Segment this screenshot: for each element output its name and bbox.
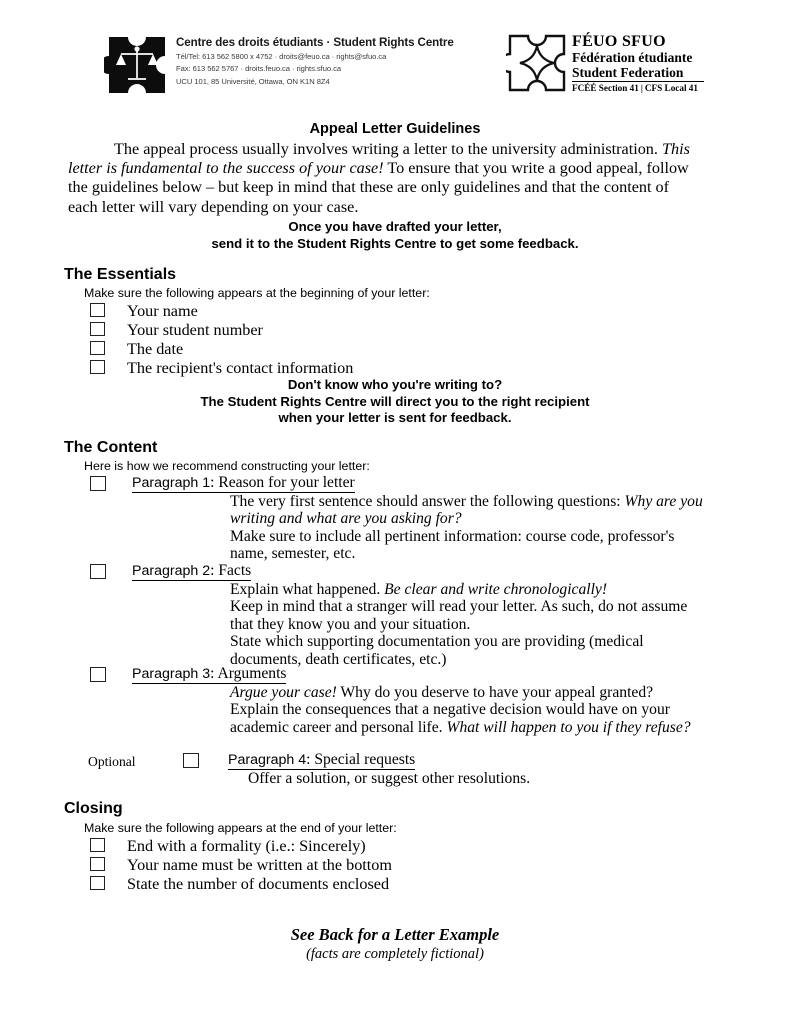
p4-l1-pre: Offer a solution, or suggest other resolutions.	[248, 770, 531, 787]
drafted-note-line-2: send it to the Student Rights Centre to get some feedback.	[211, 235, 579, 251]
p1-l2-pre: Make sure to include all pertinent information: course code, professor's name, semester, etc.	[230, 527, 675, 563]
content-paragraph-3	[90, 665, 700, 736]
footer-line-2: (facts are completely fictional)	[306, 946, 484, 962]
paragraph-2-line-1	[230, 581, 712, 598]
p2-l1-pre: Explain what happened.	[230, 581, 385, 598]
footer-line-1: See Back for a Letter Example	[290, 925, 500, 944]
checkbox-your-name[interactable]	[90, 303, 105, 317]
paragraph-3-line-2	[230, 701, 712, 736]
essentials-note-line-1: Don't know who you're writing to?	[287, 377, 503, 392]
paragraph-1-line-1	[230, 493, 712, 528]
sfuo-wordmark	[572, 33, 704, 94]
paragraph-2-title: : Facts	[210, 562, 252, 579]
p1-l1-pre: The very first sentence should answer the following questions:	[230, 493, 625, 510]
p2-l3-pre: State which supporting documentation you are providing (medical documents, death certificates, etc.)	[230, 633, 644, 668]
section-heading-content: The Content	[64, 439, 158, 456]
essentials-item-label: Your name	[127, 302, 198, 320]
closing-item-row[interactable]	[90, 838, 366, 854]
sfuo-affiliation-sep: |	[640, 83, 643, 93]
intro-italic-1: This letter is fundamental to the success of your case!	[68, 140, 690, 178]
srcb-contact-line-3: UCU 101, 85 Université, Ottawa, ON K1N 8Z4	[176, 76, 330, 86]
paragraph-3-title: : Arguments	[210, 665, 287, 682]
srcb-title: Centre des droits étudiants · Student Rights Centre	[176, 36, 454, 49]
checkbox-student-number[interactable]	[90, 322, 105, 336]
checkbox-paragraph-1[interactable]	[90, 476, 106, 491]
p2-l1-italic: Be clear and write chronologically!	[384, 581, 608, 598]
intro-part-1: The appeal process usually involves writing a letter to the university administration.	[114, 140, 662, 158]
closing-item-label: Your name must be written at the bottom	[127, 856, 392, 874]
paragraph-2-line-2	[230, 598, 712, 633]
p1-l1-italic: Why are you writing and what are you asking for?	[230, 493, 703, 528]
intro-paragraph	[68, 140, 702, 217]
p3-l1-italic: Argue your case!	[230, 684, 337, 701]
p3-l1-post: Why do you deserve to have your appeal granted?	[336, 684, 654, 701]
closing-item-row[interactable]	[90, 876, 389, 892]
srcb-contact-line-1: Tél/Tel: 613 562 5800 x 4752 · droits@feuo.ca · rights@sfuo.ca	[176, 52, 387, 62]
paragraph-2-heading	[132, 562, 251, 581]
checkbox-name-at-bottom[interactable]	[90, 857, 105, 871]
checkbox-paragraph-3[interactable]	[90, 667, 106, 682]
essentials-item-row[interactable]	[90, 303, 198, 319]
section-heading-essentials: The Essentials	[64, 266, 177, 283]
paragraph-4-line-1	[248, 770, 688, 787]
checkbox-end-with-formality[interactable]	[90, 838, 105, 852]
paragraph-4-heading	[228, 751, 415, 770]
essentials-item-row[interactable]	[90, 360, 353, 376]
student-rights-centre-block	[176, 36, 476, 86]
checkbox-recipient-contact-info[interactable]	[90, 360, 105, 374]
essentials-note	[0, 377, 790, 427]
sfuo-star-shield-icon	[506, 32, 568, 94]
paragraph-2-number: Paragraph 2	[132, 563, 211, 579]
sfuo-line-3: Student Federation	[572, 65, 684, 80]
p2-l2-pre: Keep in mind that a stranger will read your letter. As such, do not assume that they know you and your situation.	[230, 598, 688, 633]
paragraph-3-line-1	[230, 684, 712, 701]
srcb-contact-line-2: Fax: 613 562 5767 · droits.feuo.ca · rights.sfuo.ca	[176, 64, 342, 74]
sfuo-affiliation-en: CFS Local 41	[644, 83, 698, 93]
sfuo-line-1: FÉUO SFUO	[572, 33, 666, 50]
essentials-item-label: Your student number	[127, 321, 263, 339]
paragraph-3-number: Paragraph 3	[132, 666, 211, 682]
essentials-item-label: The date	[127, 340, 184, 358]
optional-label: Optional	[88, 754, 136, 769]
paragraph-1-line-2	[230, 528, 712, 563]
checkbox-documents-enclosed[interactable]	[90, 876, 105, 890]
document-footer	[0, 925, 790, 964]
section-heading-closing: Closing	[64, 800, 123, 817]
essentials-note-line-3: when your letter is sent for feedback.	[278, 410, 512, 425]
drafted-note	[0, 219, 790, 252]
paragraph-1-title: : Reason for your letter	[210, 474, 355, 491]
document-header	[0, 28, 790, 104]
intro-part-2: To ensure that you write a good appeal, follow the guidelines below – but keep in mind that these are only guidelines and that the content of each letter will vary depending on your case.	[68, 159, 689, 216]
p3-l2-italic: What will happen to you if they refuse?	[446, 718, 691, 736]
checkbox-paragraph-2[interactable]	[90, 564, 106, 579]
essentials-item-row[interactable]	[90, 341, 183, 357]
drafted-note-line-1: Once you have drafted your letter,	[288, 219, 502, 234]
paragraph-1-number: Paragraph 1	[132, 475, 211, 491]
content-paragraph-2	[90, 562, 700, 668]
closing-item-row[interactable]	[90, 857, 392, 873]
essentials-item-label: The recipient's contact information	[127, 359, 354, 377]
scales-of-justice-shield-icon	[104, 32, 170, 98]
sfuo-line-2: Fédération étudiante	[572, 50, 693, 65]
essentials-item-row[interactable]	[90, 322, 263, 338]
checkbox-the-date[interactable]	[90, 341, 105, 355]
sfuo-affiliation-fr: FCÉÉ Section 41	[572, 83, 639, 93]
section-sub-content: Here is how we recommend constructing your letter:	[84, 459, 370, 473]
content-paragraph-4	[183, 751, 703, 787]
paragraph-3-heading	[132, 665, 286, 684]
closing-item-label: State the number of documents enclosed	[127, 875, 390, 893]
checkbox-paragraph-4[interactable]	[183, 753, 199, 768]
paragraph-4-number: Paragraph 4	[228, 752, 307, 768]
content-paragraph-1	[90, 474, 703, 563]
p3-l2-pre: Explain the consequences that a negative decision would have on your academic career and personal life.	[230, 701, 670, 736]
paragraph-1-heading	[132, 474, 355, 493]
essentials-note-line-2: The Student Rights Centre will direct you to the right recipient	[200, 393, 590, 409]
section-sub-closing: Make sure the following appears at the end of your letter:	[84, 821, 397, 835]
paragraph-2-line-3	[230, 633, 712, 668]
paragraph-4-title: : Special requests	[306, 751, 416, 768]
sfuo-affiliation	[572, 82, 704, 94]
closing-item-label: End with a formality (i.e.: Sincerely)	[127, 837, 366, 855]
page-title: Appeal Letter Guidelines	[309, 121, 481, 137]
section-sub-essentials: Make sure the following appears at the beginning of your letter:	[84, 286, 430, 300]
